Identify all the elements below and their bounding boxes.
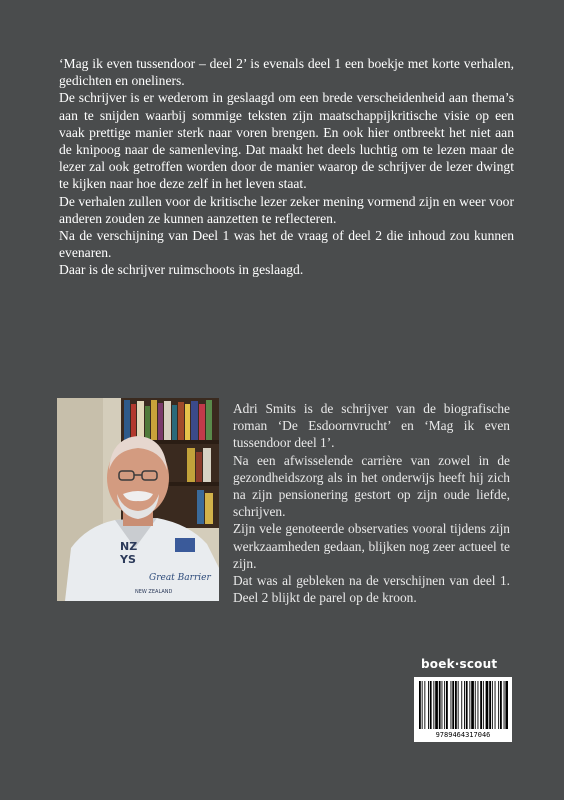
shirt-print-small: NEW ZEALAND bbox=[135, 589, 173, 595]
author-photo-image bbox=[57, 398, 219, 601]
barcode-bar bbox=[500, 681, 502, 729]
blurb-paragraph: De schrijver is er wederom in geslaagd om een brede verscheidenheid aan thema’s aan te snijden waarbij sommige teksten zijn maatschappijkritische visie op een vaak prettige manier sterk naar voren brengen. En ook hier ontbreekt het niet aan de knipoog naar de samenleving. Dat maakt het deels luchtig om te lezen maar de lezer zal ook getroffen worden door de manier waarop de schrijver de lezer dwingt te kijken naar hoe deze zelf in het leven staat. bbox=[59, 90, 514, 192]
barcode-bar bbox=[444, 681, 445, 729]
barcode-bar bbox=[455, 681, 457, 729]
isbn-barcode bbox=[414, 677, 512, 742]
author-bio bbox=[233, 400, 510, 606]
barcode-bars bbox=[418, 681, 508, 729]
barcode-bar bbox=[435, 681, 438, 729]
barcode-bar bbox=[451, 681, 452, 729]
bio-paragraph: Zijn vele genoteerde observaties vooral tijdens zijn werkzaamheden gedaan, blijken nog zeer actueel te zijn. bbox=[233, 521, 510, 571]
shirt-print-nz: NZ bbox=[120, 540, 138, 553]
barcode-bar bbox=[469, 681, 470, 729]
blurb-paragraph: De verhalen zullen voor de kritische lezer zeker mening vormend zijn en weer voor anderen zouden ze kunnen aanzetten te reflecteren. bbox=[59, 193, 514, 226]
shirt-print-ys: YS bbox=[120, 553, 136, 566]
barcode-bar bbox=[464, 681, 465, 729]
barcode-bar bbox=[452, 681, 454, 729]
barcode-bar bbox=[424, 681, 425, 729]
barcode-bar bbox=[446, 681, 448, 729]
barcode-bar bbox=[430, 681, 432, 729]
bio-paragraph: Adri Smits is de schrijver van de biografische roman ‘De Esdoornvrucht’ en ‘Mag ik even tussendoor deel 1’. bbox=[233, 401, 510, 451]
publisher-logo: boek·scout bbox=[421, 657, 498, 671]
barcode-bar bbox=[439, 681, 441, 729]
barcode-bar bbox=[471, 681, 474, 729]
barcode-bar bbox=[422, 681, 423, 729]
barcode-bar bbox=[478, 681, 479, 729]
shirt-print-script: Great Barrier bbox=[149, 573, 211, 583]
bio-paragraph: Dat was al gebleken na de verschijnen van deel 1. Deel 2 blijkt de parel op de kroon. bbox=[233, 573, 510, 606]
blurb-paragraph: Daar is de schrijver ruimschoots in geslaagd. bbox=[59, 262, 304, 278]
barcode-bar bbox=[505, 681, 508, 729]
barcode-bar bbox=[495, 681, 496, 729]
barcode-bar bbox=[458, 681, 459, 729]
author-photo bbox=[57, 398, 219, 601]
barcode-bar bbox=[486, 681, 489, 729]
barcode-bar bbox=[466, 681, 468, 729]
barcode-bar bbox=[480, 681, 482, 729]
isbn-number: 9789464317046 bbox=[435, 731, 491, 739]
barcode-bar bbox=[442, 681, 443, 729]
barcode-bar bbox=[461, 681, 462, 729]
barcode-bar bbox=[475, 681, 476, 729]
barcode-bar bbox=[428, 681, 429, 729]
bio-paragraph: Na een afwisselende carrière van zowel in de gezondheidszorg als in het onderwijs heeft hij zich na zijn pensionering gestort op zijn oude liefde, schrijven. bbox=[233, 452, 510, 520]
barcode-bar bbox=[483, 681, 484, 729]
blurb-paragraph: Na de verschijning van Deel 1 was het de vraag of deel 2 die inhoud zou kunnen evenaren. bbox=[59, 228, 514, 261]
barcode-bar bbox=[433, 681, 434, 729]
barcode-bar bbox=[498, 681, 499, 729]
back-cover-blurb bbox=[59, 55, 514, 279]
barcode-bar bbox=[419, 681, 421, 729]
barcode-bar bbox=[489, 681, 491, 729]
barcode-bar bbox=[504, 681, 505, 729]
barcode-bar bbox=[492, 681, 493, 729]
blurb-paragraph: ‘Mag ik even tussendoor – deel 2’ is evenals deel 1 een boekje met korte verhalen, gedichten en oneliners. bbox=[59, 56, 514, 89]
